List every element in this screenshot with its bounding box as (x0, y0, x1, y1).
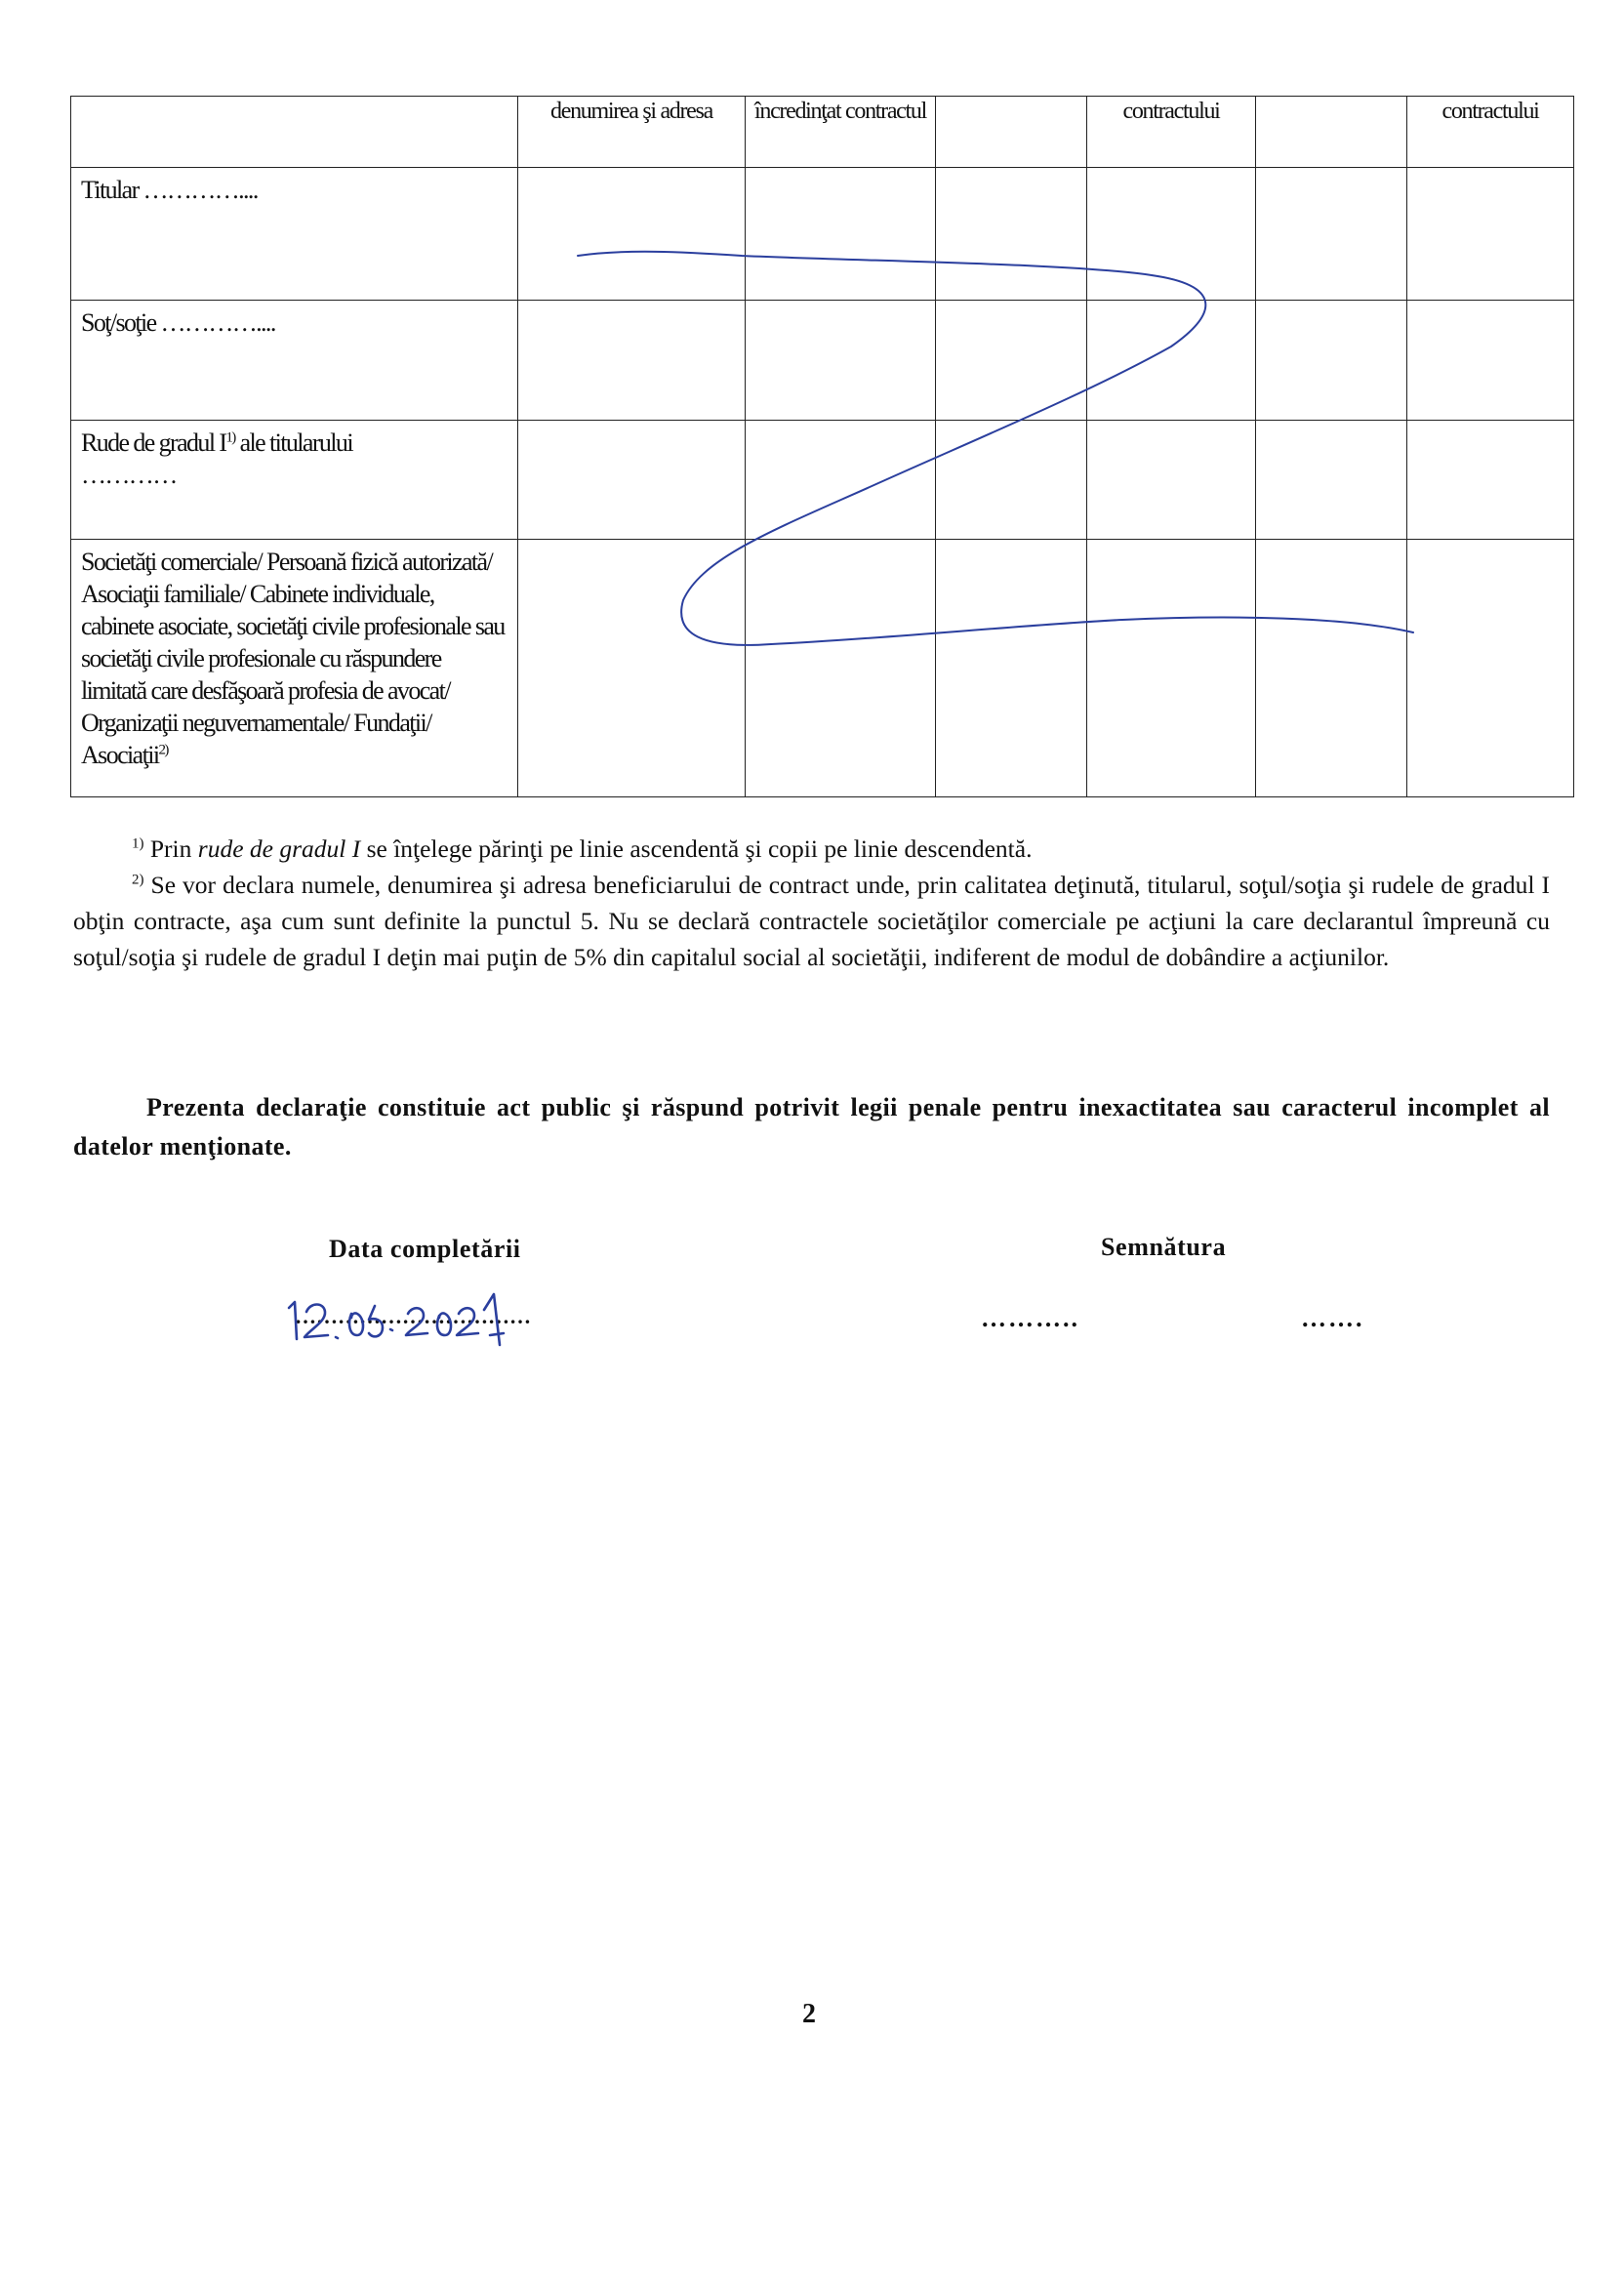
row-label-companies: Societăţi comerciale/ Persoană fizică autorizată/ Asociaţii familiale/ Cabinete individuale, cabinete asociate, societăţi civile profesionale sau societăţi civile profesionale cu răspundere limitată care desfăşoară profesia de avocat/ Organizaţii neguvernamentale/ Fundaţii/ Asociaţii$^{2)}$ (71, 540, 518, 797)
legal-statement: Prezenta declaraţie constituie act public şi răspund potrivit legii penale pentru inexactitatea sau caracterul incomplet al datelor menţionate. (73, 1093, 1550, 1160)
header-cell-name-address: denumirea şi adresa (518, 97, 746, 168)
row-label-relatives: Rude de gradul $I^{1)}$ ale titularului ………… (71, 421, 518, 540)
signature-dots-right: ……. (1301, 1304, 1364, 1332)
page-number: 2 (802, 1999, 816, 2029)
header-cell-entrusted: încredinţat contractul (746, 97, 936, 168)
z-strike-stroke (578, 252, 1413, 645)
row-label-titular: Titular ………….... (71, 168, 518, 301)
footnote-2: $^{2)}$ Se vor declara numele, denumirea şi adresa beneficiarului de contract unde, prin calitatea deţinută, titularul, soţul/soţia şi rudele de gradul I obţin contracte, aşa cum sunt definite la punctul 5. Nu se declară contractele societăţilor comerciale pe acţiuni la care declarantul împreună cu soţul/soţia şi rudele de gradul I deţin mai puţin de 5% din capitalul social al societăţii, indiferent de modul de dobândire a acţiunilor. (73, 871, 1550, 971)
date-dots: …………………………… (295, 1304, 531, 1328)
date-label: Data completării (329, 1235, 521, 1263)
signature-label: Semnătura (1101, 1233, 1227, 1261)
footnote-1: $^{1)}$ Prin rude de gradul I se înţelege părinţi pe linie ascendentă şi copii pe linie descendentă. (132, 835, 1033, 863)
header-cell-contract: contractului (1087, 97, 1256, 168)
handwritten-date (289, 1294, 504, 1345)
header-cell-contract: contractului (1407, 97, 1574, 168)
row-label-spouse: Soţ/soţie ………….... (71, 301, 518, 421)
signature-dots-left: ……….. (981, 1304, 1079, 1332)
